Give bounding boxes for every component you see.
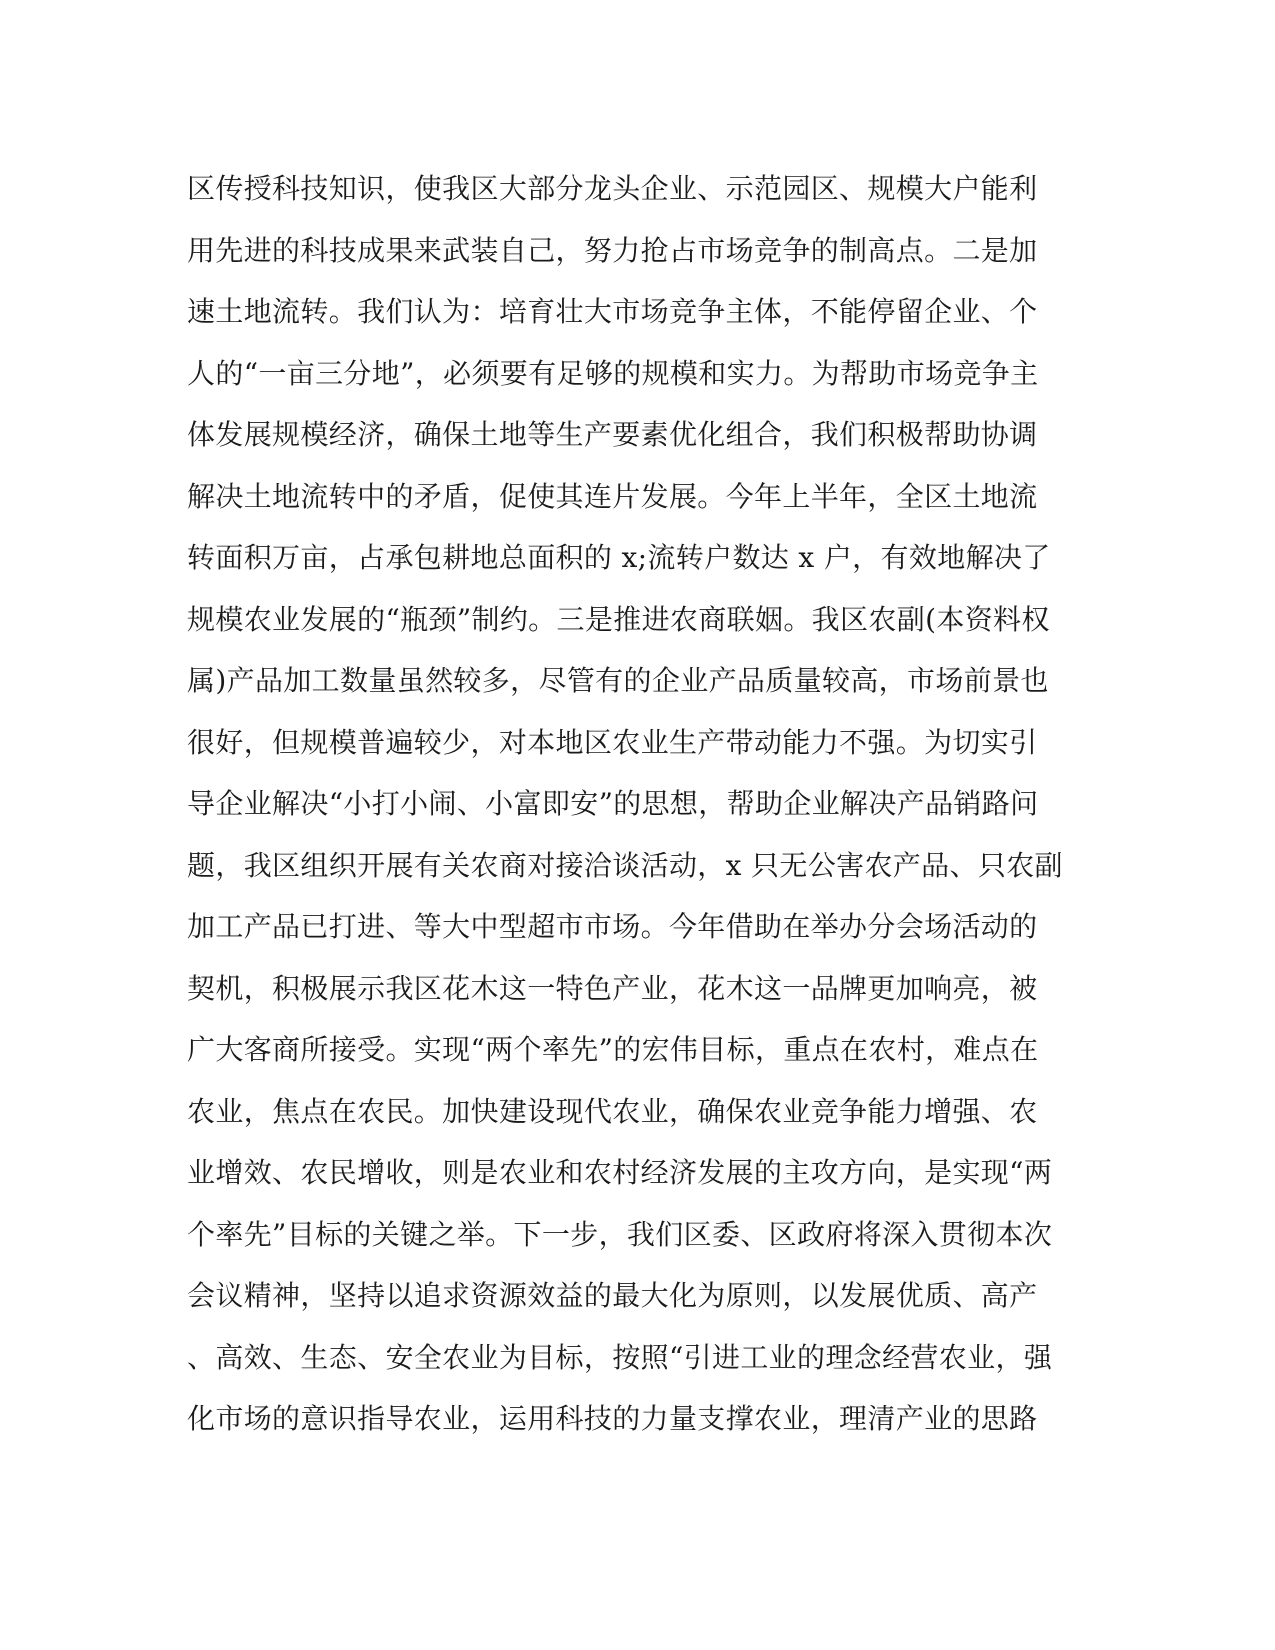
text-line: 题，我区组织开展有关农商对接洽谈活动，x 只无公害农产品、只农副	[187, 848, 1063, 882]
text-line: 、高效、生态、安全农业为目标，按照“引进工业的理念经营农业，强	[187, 1340, 1053, 1374]
text-line: 加工产品已打进、等大中型超市市场。今年借助在举办分会场活动的	[187, 910, 1038, 943]
text-line: 农业，焦点在农民。加快建设现代农业，确保农业竞争能力增强、农	[187, 1094, 1038, 1128]
text-line: 人的“一亩三分地”，必须要有足够的规模和实力。为帮助市场竞争主	[187, 356, 1039, 390]
text-line: 属)产品加工数量虽然较多，尽管有的企业产品质量较高，市场前景也	[187, 664, 1049, 697]
body-text	[187, 158, 1067, 1450]
text-line: 用先进的科技成果来武装自己，努力抢占市场竞争的制高点。二是加	[187, 233, 1038, 267]
text-line: 化市场的意识指导农业，运用科技的力量支撑农业，理清产业的思路	[187, 1402, 1038, 1435]
text-line: 体发展规模经济，确保土地等生产要素优化组合，我们积极帮助协调	[187, 418, 1038, 451]
text-line: 规模农业发展的“瓶颈”制约。三是推进农商联姻。我区农副(本资料权	[187, 602, 1050, 636]
text-line: 导企业解决“小打小闹、小富即安”的思想，帮助企业解决产品销路问	[187, 787, 1039, 820]
text-line: 很好，但规模普遍较少，对本地区农业生产带动能力不强。为切实引	[187, 725, 1038, 759]
text-line: 解决土地流转中的矛盾，促使其连片发展。今年上半年，全区土地流	[187, 479, 1038, 513]
text-line: 转面积万亩，占承包耕地总面积的 x;流转户数达 x 户，有效地解决了	[187, 541, 1051, 574]
text-line: 广大客商所接受。实现“两个率先”的宏伟目标，重点在农村，难点在	[187, 1033, 1039, 1066]
text-line: 区传授科技知识，使我区大部分龙头企业、示范园区、规模大户能利	[187, 172, 1038, 205]
text-line: 会议精神，坚持以追求资源效益的最大化为原则，以发展优质、高产	[187, 1279, 1038, 1312]
text-line: 契机，积极展示我区花木这一特色产业，花木这一品牌更加响亮，被	[187, 971, 1038, 1005]
text-line: 业增效、农民增收，则是农业和农村经济发展的主攻方向，是实现“两	[187, 1156, 1053, 1189]
text-line: 速土地流转。我们认为：培育壮大市场竞争主体，不能停留企业、个	[187, 295, 1038, 328]
text-line: 个率先”目标的关键之举。下一步，我们区委、区政府将深入贯彻本次	[187, 1217, 1053, 1251]
